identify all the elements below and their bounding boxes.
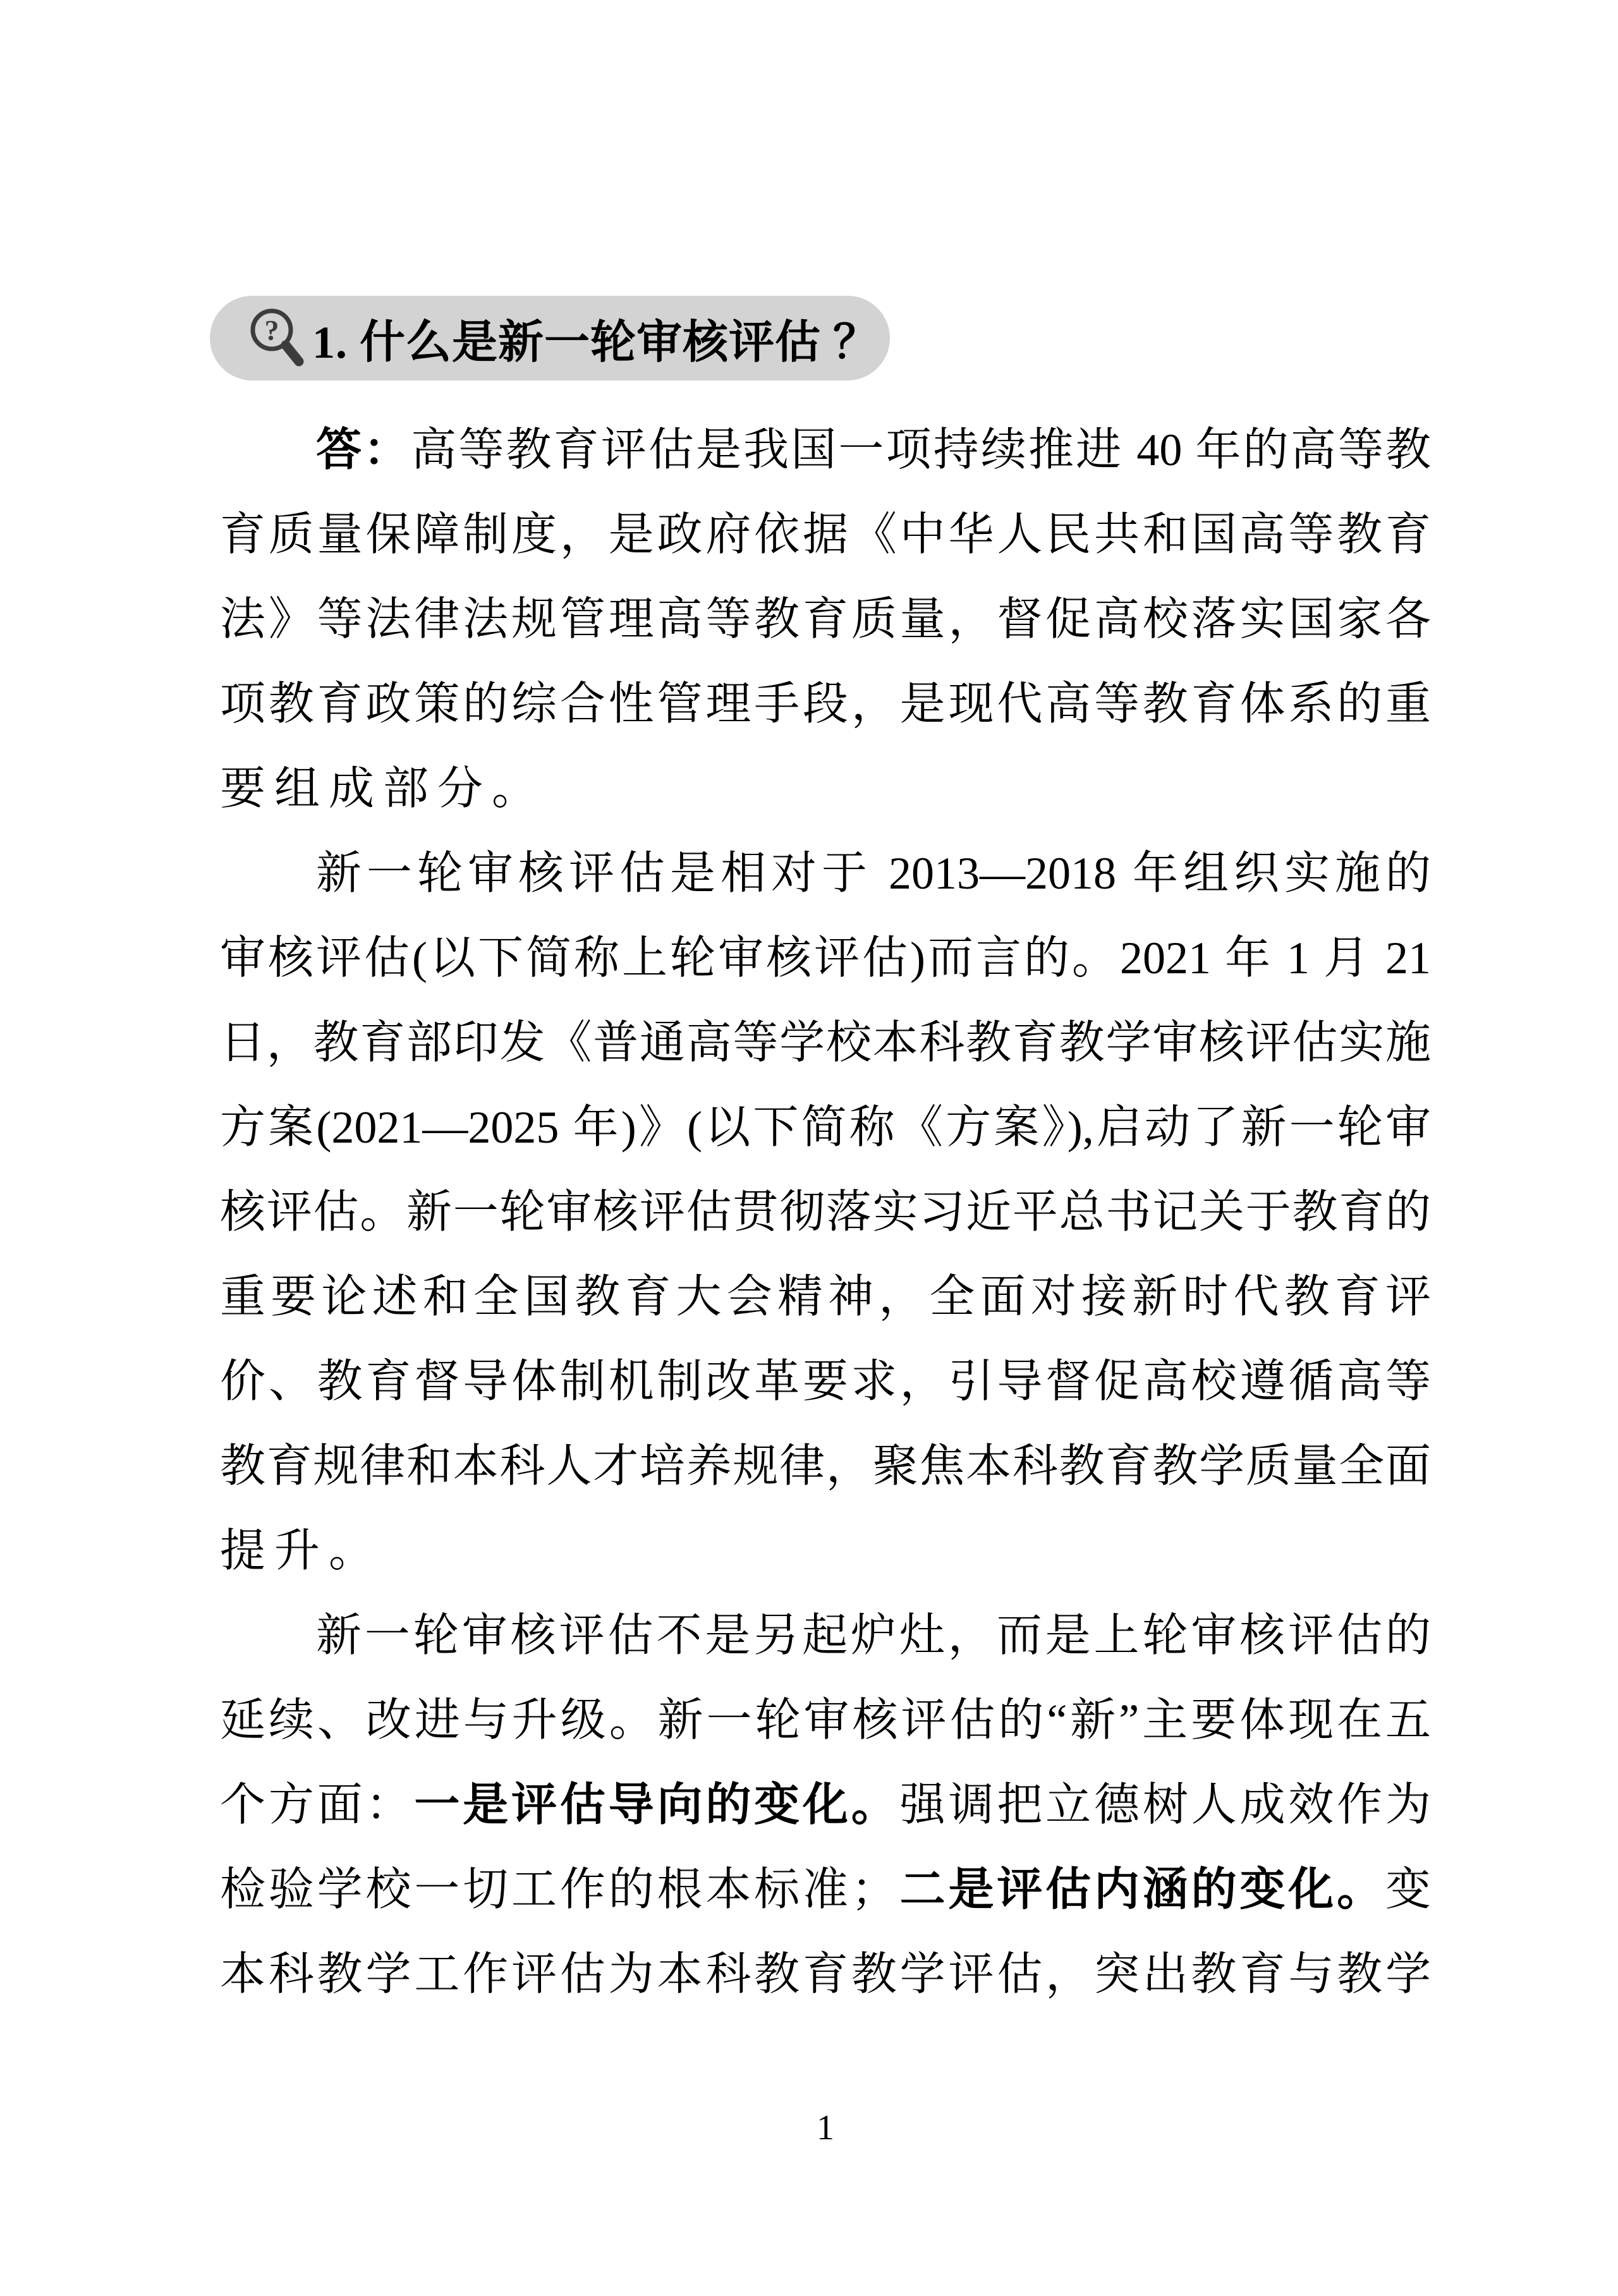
body-line [220,1170,1431,1254]
body-line [220,1678,1431,1763]
body-run: 法》等法律法规管理高等教育质量，督促高校落实国家各 [220,594,1431,645]
body-line [220,1847,1431,1932]
body-line [220,1424,1431,1509]
body-line [220,746,1431,831]
body-run: 新一轮审核评估不是另起炉灶，而是上轮审核评估的 [316,1610,1431,1661]
body-run: 审核评估(以下简称上轮审核评估)而言的。2021 年 1 月 21 [220,933,1431,983]
body-line [220,1000,1431,1085]
body-line [220,831,1431,916]
body-run: 项教育政策的综合性管理手段，是现代高等教育体系的重 [220,679,1431,729]
body-line [220,1339,1431,1424]
body-run-bold: 答： [316,425,411,475]
body-run: 重要论述和全国教育大会精神，全面对接新时代教育评 [220,1272,1431,1322]
body-line [220,1085,1431,1170]
body-run: 教育规律和本科人才培养规律，聚焦本科教育教学质量全面 [220,1441,1431,1491]
page-number: 1 [817,2108,834,2147]
body-run: 变 [1385,1864,1431,1915]
body-line [220,1509,1431,1593]
body-line [220,492,1431,577]
body-run: 要组成部分。 [220,763,547,814]
body-line [220,1254,1431,1339]
body-line [220,1763,1431,1847]
body-run: 强调把立德树人成效作为 [899,1780,1431,1830]
magnifier-question-icon [246,305,307,372]
body-run: 检验学校一切工作的根本标准； [220,1864,897,1915]
body-run-bold: 一是评估导向的变化。 [414,1780,900,1830]
body-run: 高等教育评估是我国一项持续推进 40 年的高等教 [411,425,1431,475]
body-line [220,1593,1431,1678]
body-line [220,577,1431,662]
question-heading-label: 1. 什么是新一轮审核评估 ？ [312,317,880,368]
body-run: 核评估。新一轮审核评估贯彻落实习近平总书记关于教育的 [220,1187,1431,1237]
svg-text:?: ? [264,314,279,346]
body-run: 延续、改进与升级。新一轮审核评估的“新”主要体现在五 [220,1695,1431,1746]
body-line [220,1932,1431,2017]
body-run: 本科教学工作评估为本科教育教学评估，突出教育与教学 [220,1949,1431,2000]
body-run: 日，教育部印发《普通高等学校本科教育教学审核评估实施 [220,1017,1431,1068]
body-run: 提升。 [220,1526,384,1576]
body-run: 个方面： [220,1780,415,1830]
body-run: 新一轮审核评估是相对于 2013—2018 年组织实施的 [316,848,1431,899]
body-run: 育质量保障制度，是政府依据《中华人民共和国高等教育 [220,509,1431,560]
body-line [220,662,1431,746]
body-line [220,408,1431,492]
body-text [220,408,1431,2017]
body-line [220,916,1431,1000]
body-run: 价、教育督导体制机制改革要求，引导督促高校遵循高等 [220,1356,1431,1407]
body-run: 方案(2021—2025 年)》(以下简称《方案》),启动了新一轮审 [220,1102,1431,1153]
question-heading-pill [210,296,890,380]
body-run-bold: 二是评估内涵的变化。 [896,1864,1385,1915]
